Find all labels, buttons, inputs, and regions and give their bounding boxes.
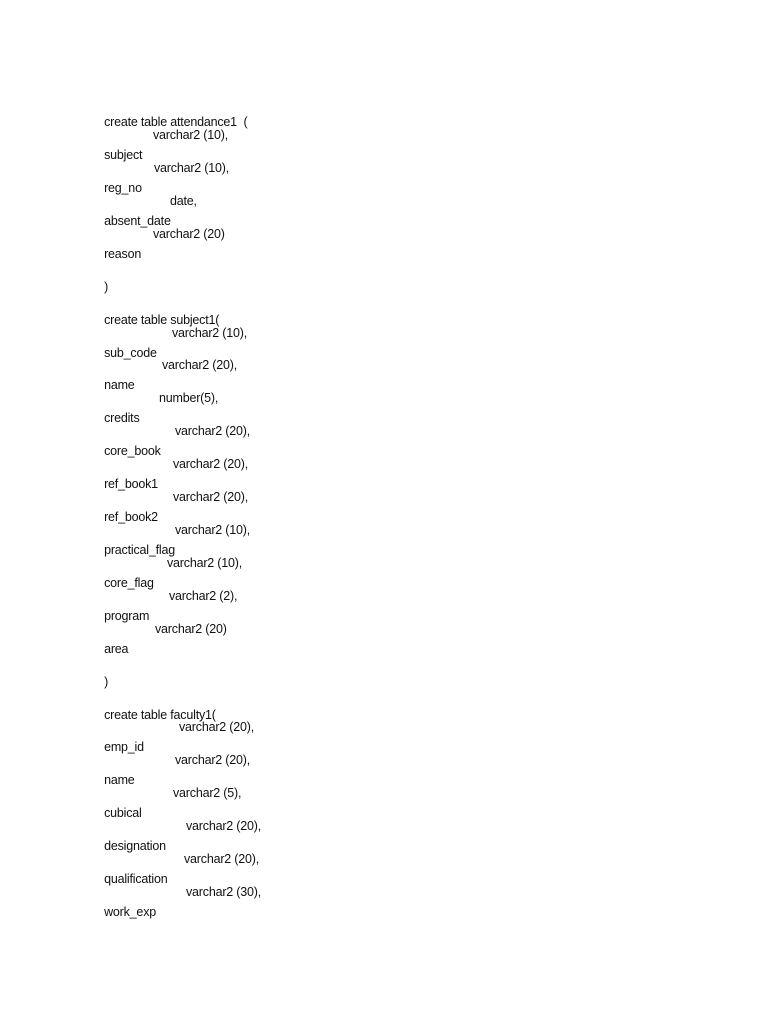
column-name: emp_id xyxy=(104,740,144,754)
code-line xyxy=(91,783,242,820)
code-line xyxy=(91,125,229,162)
column-name: designation xyxy=(104,839,166,853)
code-line xyxy=(91,717,255,754)
code-line xyxy=(91,92,248,129)
code-text: create table attendance1 ( xyxy=(104,115,248,129)
column-name: qualification xyxy=(104,872,168,886)
code-line xyxy=(91,619,227,656)
code-line xyxy=(91,652,109,689)
code-line xyxy=(91,553,243,590)
code-line xyxy=(91,355,238,392)
code-line xyxy=(91,586,238,623)
column-type: varchar2 (10), xyxy=(172,326,248,340)
code-line xyxy=(91,750,251,787)
column-type: date, xyxy=(170,194,197,208)
column-name: area xyxy=(104,642,129,656)
column-name: cubical xyxy=(104,806,142,820)
column-type: varchar2 (30), xyxy=(186,885,262,899)
code-line xyxy=(91,257,109,294)
column-name: work_exp xyxy=(104,905,156,919)
column-type: varchar2 (20), xyxy=(175,424,251,438)
code-line xyxy=(91,816,262,853)
column-type: varchar2 (20), xyxy=(186,819,262,833)
code-text: create table subject1( xyxy=(104,313,220,327)
column-name: reason xyxy=(104,247,142,261)
code-line xyxy=(91,520,251,557)
column-name: name xyxy=(104,378,135,392)
column-type: varchar2 (10), xyxy=(167,556,243,570)
column-name: credits xyxy=(104,411,140,425)
code-line xyxy=(91,158,230,195)
code-line xyxy=(91,882,262,919)
column-type: varchar2 (20), xyxy=(173,490,249,504)
column-name: core_book xyxy=(104,444,161,458)
column-type: varchar2 (20) xyxy=(155,622,227,636)
column-type: varchar2 (10), xyxy=(154,161,230,175)
closing-paren: ) xyxy=(104,675,109,689)
column-type: varchar2 (10), xyxy=(153,128,229,142)
code-line xyxy=(91,849,260,886)
column-type: varchar2 (20), xyxy=(184,852,260,866)
column-type: varchar2 (20) xyxy=(153,227,225,241)
column-name: practical_flag xyxy=(104,543,175,557)
column-type: varchar2 (20), xyxy=(173,457,249,471)
code-line xyxy=(91,685,216,722)
code-line xyxy=(91,191,197,228)
column-type: varchar2 (20), xyxy=(179,720,255,734)
code-text: create table faculty1( xyxy=(104,708,216,722)
column-name: subject xyxy=(104,148,143,162)
code-line xyxy=(91,487,249,524)
column-type: varchar2 (20), xyxy=(175,753,251,767)
column-name: program xyxy=(104,609,150,623)
code-line xyxy=(91,323,248,360)
column-name: sub_code xyxy=(104,346,157,360)
column-name: reg_no xyxy=(104,181,142,195)
column-type: varchar2 (20), xyxy=(162,358,238,372)
code-line xyxy=(91,224,225,261)
column-name: name xyxy=(104,773,135,787)
code-line xyxy=(91,454,249,491)
column-name: ref_book1 xyxy=(104,477,158,491)
column-name: ref_book2 xyxy=(104,510,158,524)
column-type: varchar2 (5), xyxy=(173,786,242,800)
code-line xyxy=(91,421,251,458)
code-line xyxy=(91,290,220,327)
code-line xyxy=(91,388,219,425)
column-name: absent_date xyxy=(104,214,171,228)
column-type: varchar2 (2), xyxy=(169,589,238,603)
column-type: number(5), xyxy=(159,391,219,405)
column-name: core_flag xyxy=(104,576,154,590)
closing-paren: ) xyxy=(104,280,109,294)
column-type: varchar2 (10), xyxy=(175,523,251,537)
